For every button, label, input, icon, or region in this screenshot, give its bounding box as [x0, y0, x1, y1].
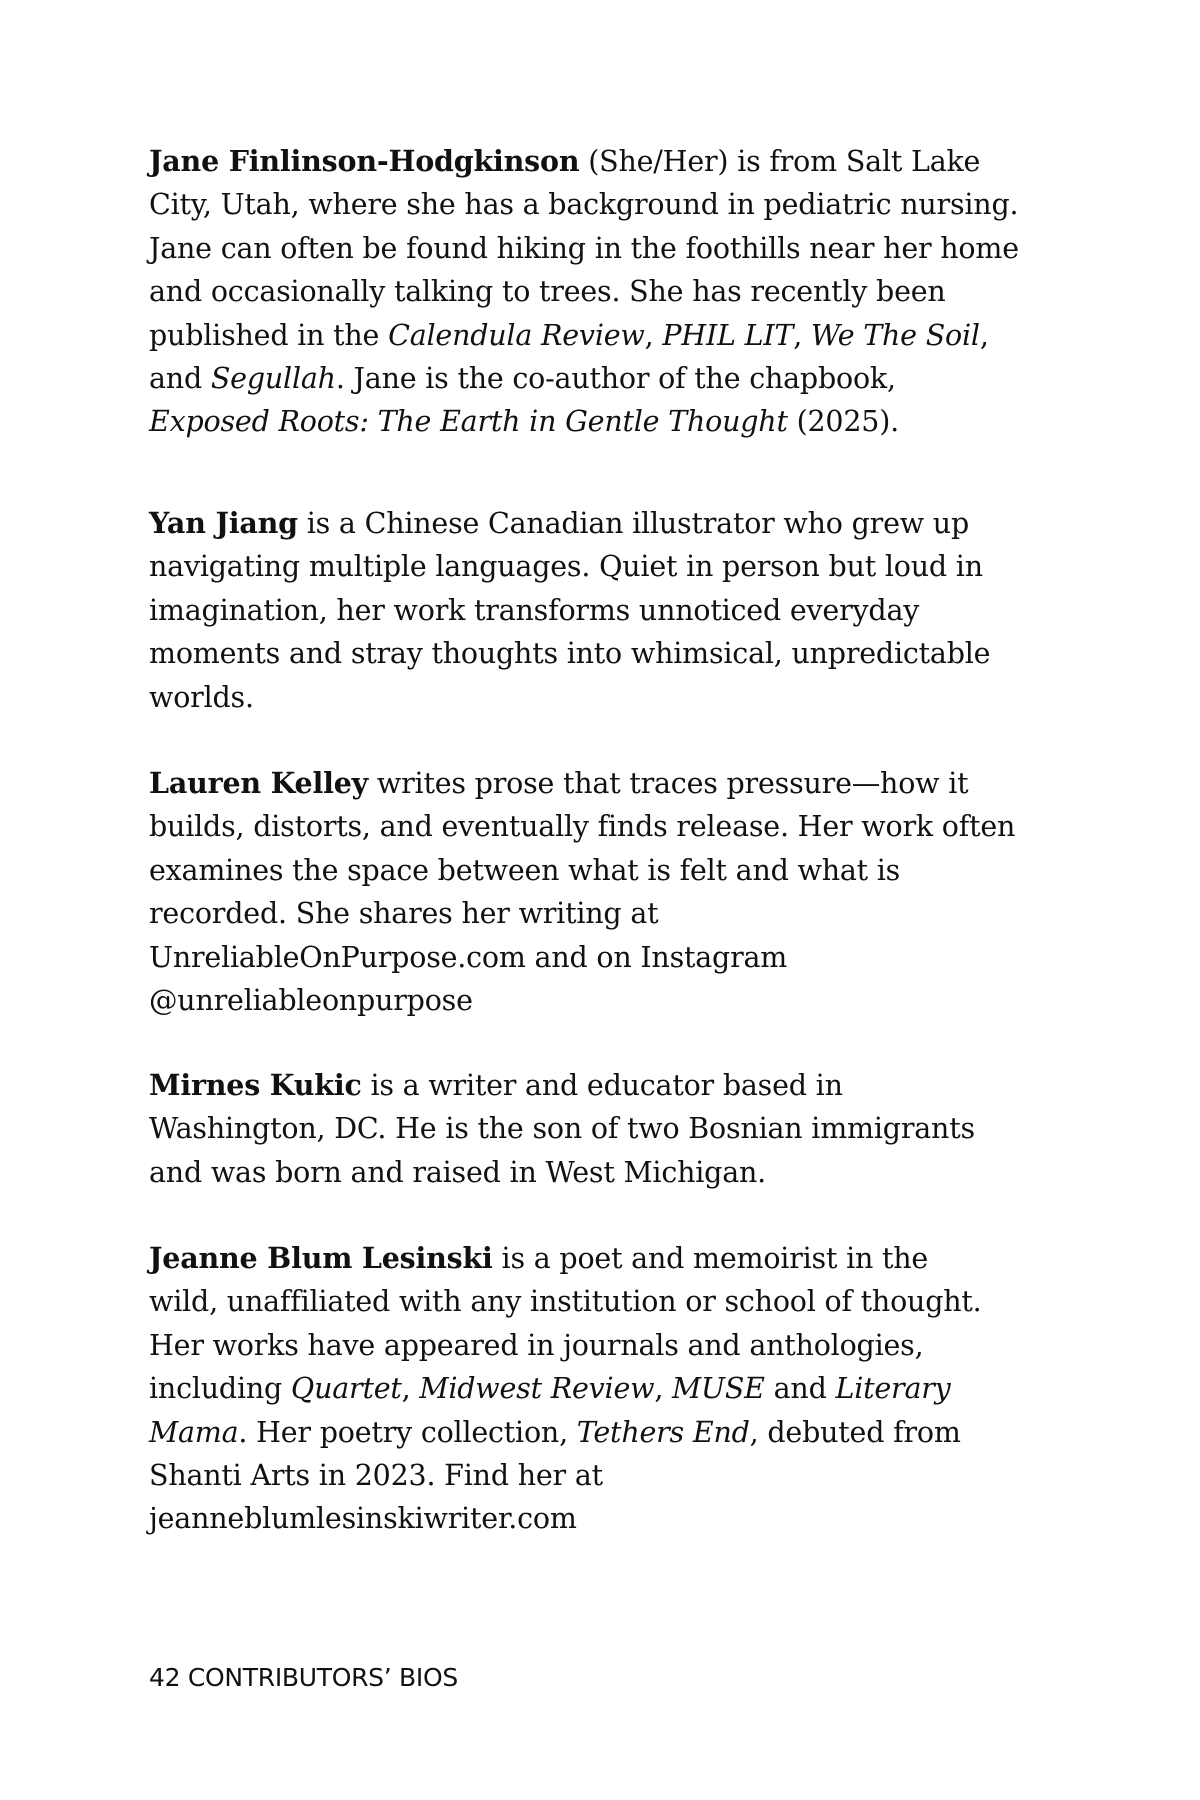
contributor-name: Yan Jiang — [149, 506, 298, 540]
bio-text: worlds. — [149, 680, 254, 714]
bio-line — [149, 357, 1019, 400]
bio-text: Shanti Arts in 2023. Find her at — [149, 1459, 603, 1493]
page-footer: 42 CONTRIBUTORS’ BIOS — [149, 1663, 458, 1692]
bio-line — [149, 1324, 982, 1367]
bio-text: imagination, her work transforms unnoticed everyday — [149, 593, 920, 627]
bio-text: navigating multiple languages. Quiet in person but loud in — [149, 550, 983, 584]
publication-title: MUSE — [672, 1372, 765, 1406]
bio-line — [149, 632, 990, 675]
bio-text: . Jane is the co-author of the chapbook, — [335, 362, 896, 396]
bio-text: , — [979, 318, 989, 352]
bio-line — [149, 140, 1019, 183]
contributor-name: Jane Finlinson-Hodgkinson — [149, 144, 580, 178]
bio-line — [149, 892, 1015, 935]
bio-line — [149, 270, 1019, 313]
bio-line — [149, 1107, 975, 1150]
bio-line — [149, 805, 1015, 848]
bio-text: builds, distorts, and eventually finds release. Her work often — [149, 810, 1016, 844]
bio-mirnes-kukic — [149, 1064, 975, 1194]
bio-line — [149, 979, 1015, 1022]
bio-line — [149, 762, 1015, 805]
bio-text: (2025). — [787, 405, 900, 439]
bio-text: Jane can often be found hiking in the foothills near her home — [149, 231, 1019, 265]
bio-text: examines the space between what is felt and what is — [149, 853, 901, 887]
bio-text: published in the — [149, 318, 389, 352]
bio-text: @unreliableonpurpose — [149, 984, 473, 1018]
bio-text: and — [149, 362, 211, 396]
bio-text: , — [654, 1372, 673, 1406]
bio-text: , — [644, 318, 663, 352]
bio-text: , debuted from — [749, 1415, 961, 1449]
bio-line — [149, 676, 990, 719]
publication-title: We The Soil — [810, 318, 980, 352]
bio-text: wild, unaffiliated with any institution or school of thought. — [149, 1285, 982, 1319]
contributor-name: Lauren Kelley — [149, 766, 369, 800]
bio-text: and was born and raised in West Michigan. — [149, 1155, 767, 1189]
bio-text: is a poet and memoirist in the — [492, 1242, 929, 1275]
publication-title: Midwest Review — [419, 1372, 655, 1406]
publication-title: Mama — [149, 1415, 239, 1449]
bio-line — [149, 589, 990, 632]
bio-line — [149, 545, 990, 588]
bio-line — [149, 400, 1019, 443]
bio-text: is a Chinese Canadian illustrator who grew up — [297, 507, 969, 540]
publication-title: Tethers End — [576, 1415, 750, 1449]
bio-line — [149, 1237, 982, 1280]
bio-text: . Her poetry collection, — [238, 1415, 577, 1449]
bio-text: Washington, DC. He is the son of two Bosnian immigrants — [149, 1112, 975, 1146]
bio-text: (She/Her) is from Salt Lake — [579, 145, 981, 178]
bio-line — [149, 227, 1019, 270]
bio-line — [149, 1411, 982, 1454]
bio-text: recorded. She shares her writing at — [149, 897, 659, 931]
publication-title: Exposed Roots: The Earth in Gentle Thought — [149, 405, 788, 439]
bio-line — [149, 1280, 982, 1323]
bio-line — [149, 1064, 975, 1107]
publication-title: PHIL LIT — [662, 318, 794, 352]
bio-text: and — [764, 1372, 836, 1406]
bio-text: jeanneblumlesinskiwriter.com — [149, 1502, 577, 1536]
publication-title: Segullah — [210, 362, 336, 396]
contributor-name: Jeanne Blum Lesinski — [149, 1241, 493, 1275]
bio-text: including — [149, 1372, 291, 1406]
bio-line — [149, 1454, 982, 1497]
bio-text: City, Utah, where she has a background in pediatric nursing. — [149, 188, 1019, 222]
bio-lauren-kelley — [149, 762, 1015, 1022]
bio-line — [149, 183, 1019, 226]
publication-title: Quartet — [290, 1372, 402, 1406]
bio-line — [149, 1497, 982, 1540]
bio-text: writes prose that traces pressure—how it — [368, 767, 969, 800]
bio-line — [149, 849, 1015, 892]
bio-text: UnreliableOnPurpose.com and on Instagram — [149, 940, 788, 974]
bio-text: is a writer and educator based in — [361, 1069, 843, 1102]
bio-line — [149, 1367, 982, 1410]
bio-text: , — [793, 318, 811, 352]
bio-line — [149, 314, 1019, 357]
bio-line — [149, 1151, 975, 1194]
bio-jeanne-blum-lesinski — [149, 1237, 982, 1541]
bio-text: Her works have appeared in journals and anthologies, — [149, 1328, 924, 1362]
bio-text: , — [401, 1372, 420, 1406]
bio-yan-jiang — [149, 502, 990, 719]
publication-title: Literary — [835, 1372, 951, 1406]
bio-text: and occasionally talking to trees. She has recently been — [149, 275, 946, 309]
publication-title: Calendula Review — [388, 318, 645, 352]
bio-jane-finlinson-hodgkinson — [149, 140, 1019, 444]
bio-line — [149, 936, 1015, 979]
contributor-name: Mirnes Kukic — [149, 1068, 362, 1102]
bio-line — [149, 502, 990, 545]
bio-text: moments and stray thoughts into whimsical, unpredictable — [149, 637, 991, 671]
